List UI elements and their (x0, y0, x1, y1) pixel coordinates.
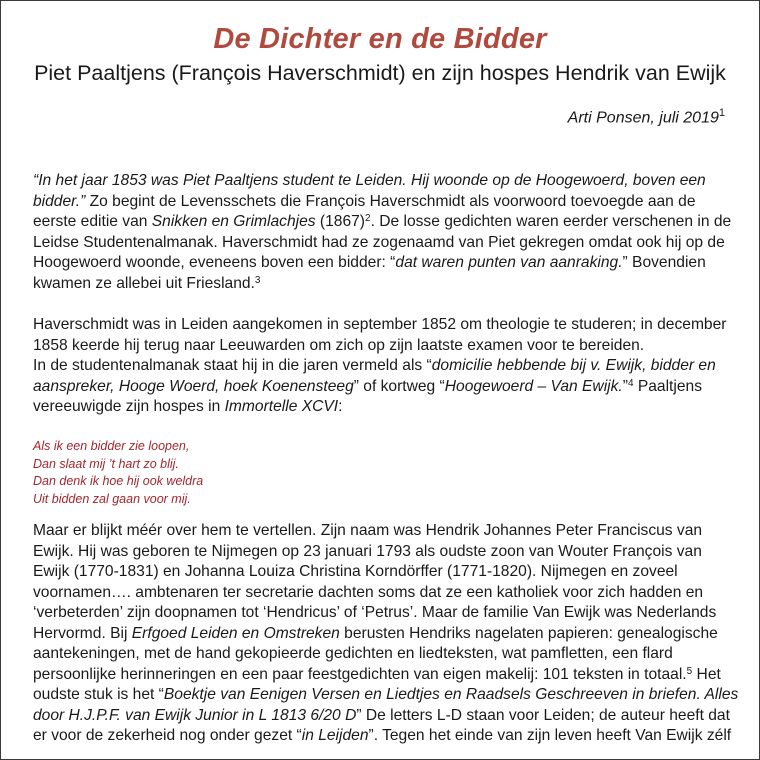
text-line: kwamen ze allebei uit Friesland.$^3$ (33, 274, 261, 292)
text-line: er voor de zekerheid nog onder gezet “in Leijden”. Tegen het einde van zijn leven heeft Van Ewijk zélf (33, 727, 732, 744)
poem-line: Dan slaat mij ’t hart zo blij. (33, 456, 179, 471)
footnote-ref: 5 (686, 665, 693, 677)
poem-quote (33, 438, 203, 508)
paragraph-haverschmidt (33, 315, 739, 418)
footnote-ref: 2 (365, 213, 371, 224)
text-line: eerste editie van Snikken en Grimlachjes $(1867)^2$. De losse gedichten waren eerder verschenen in de (33, 213, 732, 230)
text-line: “In het jaar 1853 was Piet Paaltjens student te Leiden. Hij woonde op de Hoogewoerd, boven een (33, 172, 706, 189)
text-line: door H.J.P.F. van Ewijk Junior in L 1813 6/20 D” De letters L-D staan voor Leiden; de auteur heeft dat (33, 706, 730, 724)
poem-line: Als ik een bidder zie loopen, (33, 439, 190, 453)
text-line: Hoogewoerd woonde, eveneens boven een bidder: “dat waren punten van aanraking.” Bovendien (33, 254, 706, 271)
text-line: In de studentenalmanak staat hij in die jaren vermeld als “domicilie hebbende bij v. Ewijk, bidder en (33, 357, 716, 374)
text-line: aantekeningen, met de hand gekopieerde gedichten en liedteksten, wat pamfletten, een flard (33, 645, 673, 662)
footnote-ref: 3 (254, 274, 261, 286)
text-line: persoonlijke herinneringen en een paar feestgedichten van eigen makelij: 101 teksten in totaal.$^5$ Het (33, 665, 721, 683)
document-subtitle: Piet Paaltjens (François Haverschmidt) en zijn hospes Hendrik van Ewijk (34, 61, 726, 85)
poem-line: Dan denk ik hoe hij ook weldra (33, 474, 204, 488)
text-line: 1858 keerde hij terug naar Leeuwarden om zich op zijn laatste examen voor te bereiden. (33, 336, 645, 354)
text-line: aanspreker, Hooge Woerd, hoek Koenensteeg” of kortweg “Hoogewoerd – Van Ewijk.”$^4$ Paaltjens (33, 377, 702, 395)
poem-line: Uit bidden zal gaan voor mij. (33, 491, 191, 506)
text-line: Leidse Studentenalmanak. Haverschmidt had ze zogenaamd van Piet gekregen omdat ook hij op de (33, 233, 725, 251)
text-line: Maar er blijkt méér over hem te vertellen. Zijn naam was Hendrik Johannes Peter Franciscus van (33, 522, 703, 539)
text-line: Ewijk. Hij was geboren te Nijmegen op 23 januari 1793 als oudste zoon van Wouter François van (33, 542, 702, 560)
paragraph-van-ewijk (33, 521, 739, 747)
text-line: ‘verbeterden’ zijn doopnamen tot ‘Hendricus’ of ‘Petrus’. Maar de familie Van Ewijk was Nederlands (33, 604, 717, 621)
text-line: Hervormd. Bij Erfgoed Leiden en Omstreken berusten Hendriks nagelaten papieren: genealogische (33, 624, 718, 642)
text-line: vereeuwigde zijn hospes in Immortelle XCVI: (33, 398, 343, 415)
text-line: Haverschmidt was in Leiden aangekomen in september 1852 om theologie te studeren; in december (33, 316, 727, 333)
footnote-ref: 4 (627, 377, 634, 389)
author-text: Arti Ponsen, juli 2019 (567, 109, 719, 127)
text-line: Ewijk (1770-1831) en Johanna Louiza Christina Korndörffer (1771-1820). Nijmegen en zoveel (33, 563, 678, 580)
text-line: voornamen…. ambtenaren ter secretarie dachten soms dat ze een katholiek voor zich hadden en (33, 583, 704, 601)
footnote-ref: 1 (718, 107, 725, 119)
text-line: bidder.” Zo begint de Levensschets die François Haverschmidt als voorwoord toevoegde aan de (33, 192, 696, 210)
document-title: De Dichter en de Bidder (213, 23, 547, 55)
author-date (568, 107, 725, 127)
text-line: oudste stuk is het “Boektje van Eenigen Versen en Liedtjes en Raadsels Geschreeven in briefen. Alles (33, 686, 739, 703)
paragraph-intro (33, 171, 739, 294)
